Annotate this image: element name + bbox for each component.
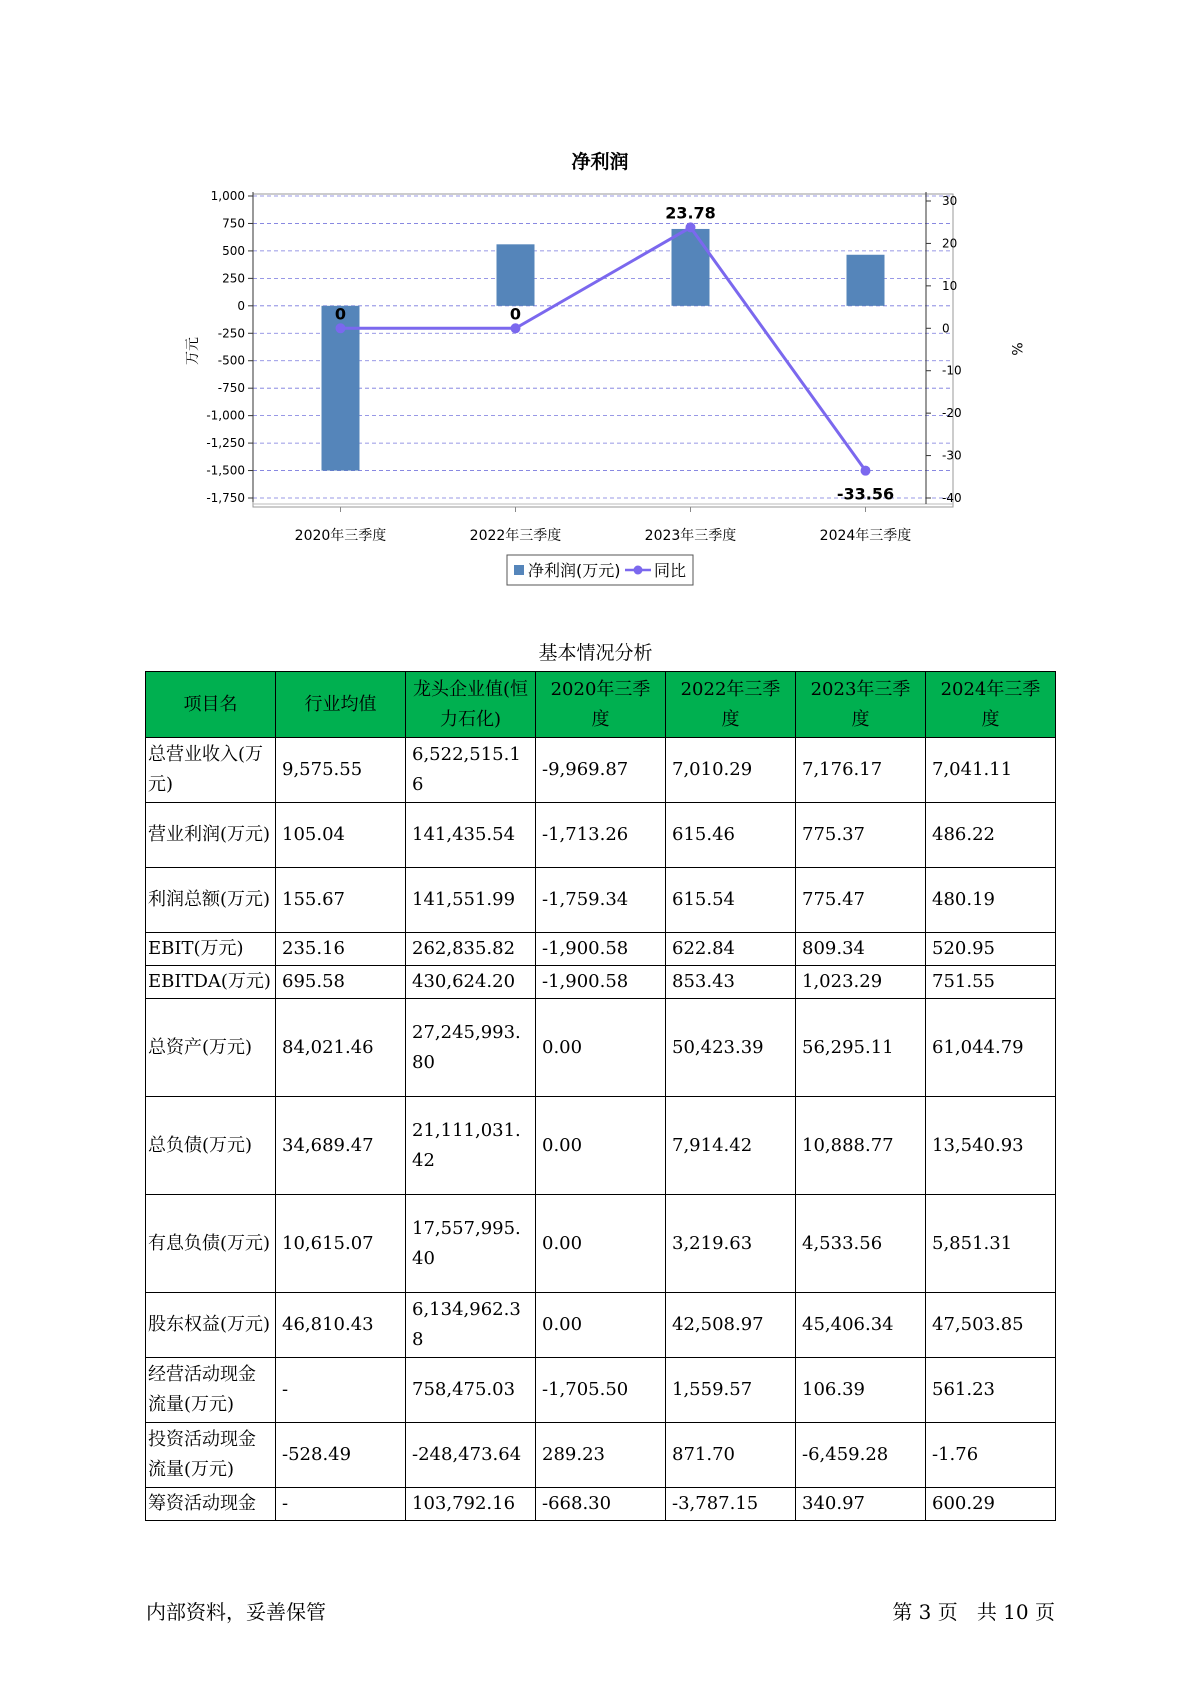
table-cell: 141,435.54 xyxy=(406,803,536,868)
legend xyxy=(507,555,693,585)
table-cell: -1,759.34 xyxy=(536,868,666,933)
table-cell: 103,792.16 xyxy=(406,1488,536,1521)
table-cell: 622.84 xyxy=(666,933,796,966)
table-cell: -668.30 xyxy=(536,1488,666,1521)
header-item-name: 项目名 xyxy=(146,672,276,738)
table-cell: 1,023.29 xyxy=(796,966,926,999)
table-cell: 853.43 xyxy=(666,966,796,999)
row-label: EBITDA(万元) xyxy=(146,966,276,999)
table-cell: -1,900.58 xyxy=(536,966,666,999)
row-label: 利润总额(万元) xyxy=(146,868,276,933)
yoy-point xyxy=(336,323,346,333)
table-cell: -1,713.26 xyxy=(536,803,666,868)
legend-bar-swatch xyxy=(514,565,524,575)
table-cell: 480.19 xyxy=(926,868,1056,933)
y-tick-label: 750 xyxy=(222,216,245,231)
table-cell: 9,575.55 xyxy=(276,738,406,803)
table-row xyxy=(146,933,1056,966)
table-cell: 106.39 xyxy=(796,1358,926,1423)
table-cell: 17,557,995.40 xyxy=(406,1195,536,1293)
row-label: 总资产(万元) xyxy=(146,999,276,1097)
table-cell: 0.00 xyxy=(536,999,666,1097)
table-cell: 45,406.34 xyxy=(796,1293,926,1358)
table-cell: - xyxy=(276,1488,406,1521)
yoy-point xyxy=(511,323,521,333)
table-cell: 7,176.17 xyxy=(796,738,926,803)
table-cell: 141,551.99 xyxy=(406,868,536,933)
y-tick-label: -1,750 xyxy=(206,491,245,505)
table-cell: -9,969.87 xyxy=(536,738,666,803)
row-label: 总负债(万元) xyxy=(146,1097,276,1195)
yoy-line xyxy=(341,227,866,470)
row-label: 筹资活动现金 xyxy=(146,1488,276,1521)
net-profit-chart xyxy=(0,0,1191,620)
row-label: 总营业收入(万元) xyxy=(146,738,276,803)
table-cell: 615.54 xyxy=(666,868,796,933)
x-tick-label: 2022年三季度 xyxy=(469,528,562,544)
table-cell: 871.70 xyxy=(666,1423,796,1488)
table-cell: 340.97 xyxy=(796,1488,926,1521)
y-tick-label: -1,000 xyxy=(206,408,245,423)
table-cell: 561.23 xyxy=(926,1358,1056,1423)
table-row xyxy=(146,1358,1056,1423)
y2-tick-label: 30 xyxy=(942,194,958,208)
table-cell: -528.49 xyxy=(276,1423,406,1488)
table-cell: 50,423.39 xyxy=(666,999,796,1097)
row-label: 股东权益(万元) xyxy=(146,1293,276,1358)
header-2023-q3: 2023年三季度 xyxy=(796,672,926,738)
table-cell: 486.22 xyxy=(926,803,1056,868)
y2-tick-label: -20 xyxy=(942,406,962,421)
table-cell: 46,810.43 xyxy=(276,1293,406,1358)
footer-page-number: 第 3 页 共 10 页 xyxy=(892,1600,1055,1624)
bar-net-profit xyxy=(672,229,710,306)
table-cell: 34,689.47 xyxy=(276,1097,406,1195)
yoy-point xyxy=(861,466,871,476)
yoy-data-label: 23.78 xyxy=(665,203,716,223)
header-2022-q3: 2022年三季度 xyxy=(666,672,796,738)
table-row xyxy=(146,1195,1056,1293)
row-label: 有息负债(万元) xyxy=(146,1195,276,1293)
table-row xyxy=(146,999,1056,1097)
legend-line-label: 同比 xyxy=(654,561,687,580)
table-cell: 262,835.82 xyxy=(406,933,536,966)
y-tick-label: -1,250 xyxy=(206,436,245,451)
table-cell: 7,010.29 xyxy=(666,738,796,803)
y-tick-label: -750 xyxy=(217,381,245,396)
bar-net-profit xyxy=(497,244,535,305)
table-cell: 6,522,515.16 xyxy=(406,738,536,803)
table-cell: 155.67 xyxy=(276,868,406,933)
y-tick-label: 500 xyxy=(222,243,245,258)
yoy-data-label: 0 xyxy=(509,304,522,324)
basic-analysis-table xyxy=(145,671,1056,1521)
header-industry-average: 行业均值 xyxy=(276,672,406,738)
x-tick-label: 2023年三季度 xyxy=(644,528,737,544)
y2-tick-label: -30 xyxy=(942,448,962,463)
table-row xyxy=(146,868,1056,933)
yoy-data-label: -33.56 xyxy=(836,484,895,504)
y-tick-label: 250 xyxy=(222,271,245,286)
table-cell: - xyxy=(276,1358,406,1423)
table-cell: 10,888.77 xyxy=(796,1097,926,1195)
table-cell: 1,559.57 xyxy=(666,1358,796,1423)
table-cell: 809.34 xyxy=(796,933,926,966)
table-cell: 84,021.46 xyxy=(276,999,406,1097)
table-cell: -6,459.28 xyxy=(796,1423,926,1488)
bar-net-profit xyxy=(847,255,885,306)
y2-tick-label: 10 xyxy=(942,278,958,293)
table-cell: 56,295.11 xyxy=(796,999,926,1097)
table-title: 基本情况分析 xyxy=(538,642,653,664)
row-label: EBIT(万元) xyxy=(146,933,276,966)
table-cell: 7,041.11 xyxy=(926,738,1056,803)
row-label: 投资活动现金流量(万元) xyxy=(146,1423,276,1488)
table-cell: 430,624.20 xyxy=(406,966,536,999)
y-tick-label: -500 xyxy=(217,353,245,368)
chart-title: 净利润 xyxy=(571,151,629,173)
table-row xyxy=(146,966,1056,999)
legend-line-swatch xyxy=(634,566,643,575)
y2-tick-label: -10 xyxy=(942,363,962,378)
header-2020-q3: 2020年三季度 xyxy=(536,672,666,738)
y-tick-label: -1,500 xyxy=(206,463,245,478)
table-cell: 13,540.93 xyxy=(926,1097,1056,1195)
table-cell: 27,245,993.80 xyxy=(406,999,536,1097)
y2-axis-label: % xyxy=(1008,342,1024,356)
table-row xyxy=(146,1293,1056,1358)
table-cell: 61,044.79 xyxy=(926,999,1056,1097)
table-header-row xyxy=(146,672,1056,738)
x-tick-label: 2024年三季度 xyxy=(819,528,912,544)
table-cell: 42,508.97 xyxy=(666,1293,796,1358)
yoy-point xyxy=(686,222,696,232)
row-label: 营业利润(万元) xyxy=(146,803,276,868)
table-cell: 6,134,962.38 xyxy=(406,1293,536,1358)
table-cell: 758,475.03 xyxy=(406,1358,536,1423)
table-cell: 0.00 xyxy=(536,1097,666,1195)
table-cell: -248,473.64 xyxy=(406,1423,536,1488)
legend-bar-label: 净利润(万元) xyxy=(528,561,621,580)
y-tick-label: 1,000 xyxy=(210,189,245,203)
y-axis-label: 万元 xyxy=(185,337,201,365)
table-cell: 4,533.56 xyxy=(796,1195,926,1293)
row-label: 经营活动现金流量(万元) xyxy=(146,1358,276,1423)
table-cell: 0.00 xyxy=(536,1195,666,1293)
y-tick-label: -250 xyxy=(217,326,245,341)
table-cell: -1,900.58 xyxy=(536,933,666,966)
header-leader-value: 龙头企业值(恒力石化) xyxy=(406,672,536,738)
table-cell: 600.29 xyxy=(926,1488,1056,1521)
table-cell: 10,615.07 xyxy=(276,1195,406,1293)
table-cell: 105.04 xyxy=(276,803,406,868)
table-cell: -1,705.50 xyxy=(536,1358,666,1423)
y2-tick-label: -40 xyxy=(942,491,962,505)
table-row xyxy=(146,1097,1056,1195)
table-cell: 47,503.85 xyxy=(926,1293,1056,1358)
table-row xyxy=(146,738,1056,803)
table-cell: 751.55 xyxy=(926,966,1056,999)
table-cell: -1.76 xyxy=(926,1423,1056,1488)
table-cell: 235.16 xyxy=(276,933,406,966)
table-cell: 3,219.63 xyxy=(666,1195,796,1293)
table-row xyxy=(146,1423,1056,1488)
table-cell: -3,787.15 xyxy=(666,1488,796,1521)
y2-tick-label: 20 xyxy=(942,236,958,251)
table-cell: 289.23 xyxy=(536,1423,666,1488)
footer-confidential: 内部资料，妥善保管 xyxy=(146,1600,326,1624)
yoy-data-label: 0 xyxy=(334,304,347,324)
table-cell: 520.95 xyxy=(926,933,1056,966)
table-row xyxy=(146,803,1056,868)
table-cell: 615.46 xyxy=(666,803,796,868)
table-cell: 7,914.42 xyxy=(666,1097,796,1195)
table-cell: 775.37 xyxy=(796,803,926,868)
y-tick-label: 0 xyxy=(237,298,245,313)
x-tick-label: 2020年三季度 xyxy=(294,528,387,544)
table-cell: 21,111,031.42 xyxy=(406,1097,536,1195)
table-cell: 5,851.31 xyxy=(926,1195,1056,1293)
table-row xyxy=(146,1488,1056,1521)
table-cell: 695.58 xyxy=(276,966,406,999)
y2-tick-label: 0 xyxy=(942,321,950,336)
table-cell: 775.47 xyxy=(796,868,926,933)
table-cell: 0.00 xyxy=(536,1293,666,1358)
header-2024-q3: 2024年三季度 xyxy=(926,672,1056,738)
